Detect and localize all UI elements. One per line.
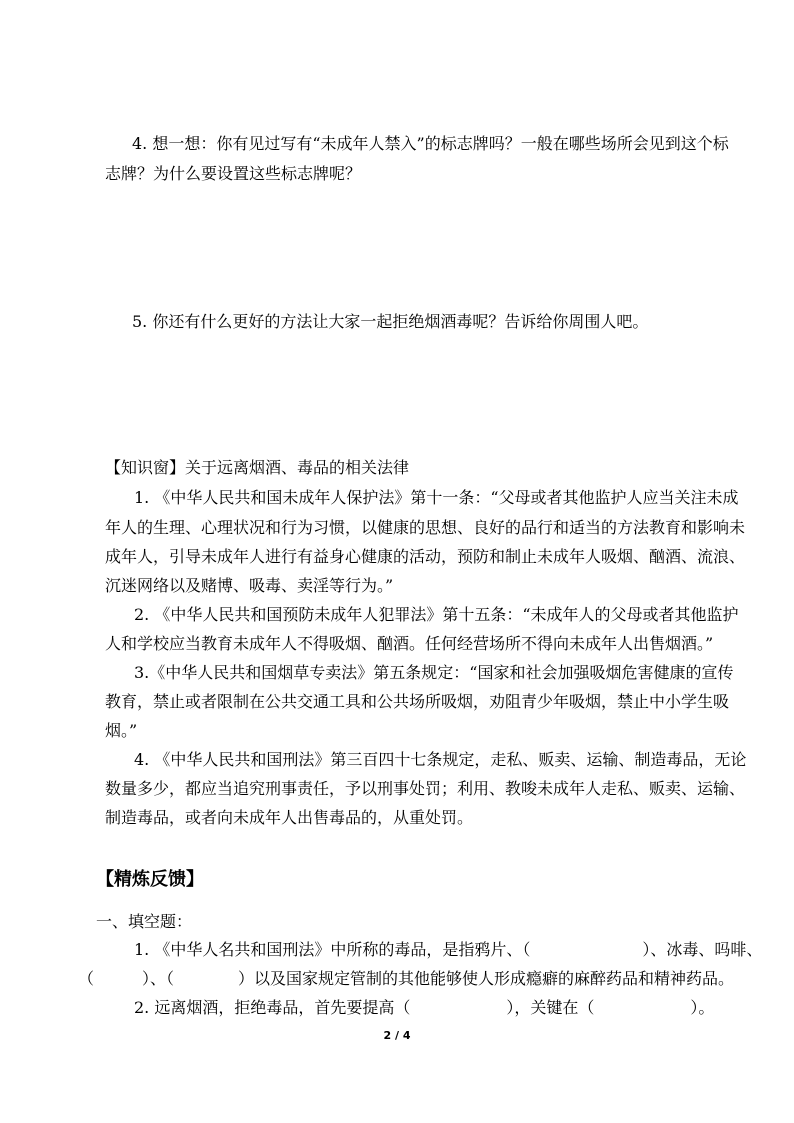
knowledge-window-title: 【知识窗】关于远离烟酒、毒品的相关法律	[105, 458, 410, 477]
law-item-1-line-4: 沉迷网络以及赌博、吸毒、卖淫等行为。”	[105, 576, 394, 595]
fill-question-1-line-2: （ ）、（ ）以及国家规定管制的其他能够使人形成瘾癖的麻醉药品和精神药品。	[78, 969, 735, 988]
fill-question-1-line-1: 1. 《中华人名共和国刑法》中所称的毒品，是指鸦片、（ ）、冰毒、吗啡、	[134, 940, 763, 959]
law-item-2-line-1: 2. 《中华人民共和国预防未成年人犯罪法》第十五条：“未成年人的父母或者其他监护	[134, 605, 739, 624]
law-item-3-line-2: 教育，禁止或者限制在公共交通工具和公共场所吸烟，劝阻青少年吸烟，禁止中小学生吸	[105, 692, 730, 711]
law-item-4-line-3: 制造毒品，或者向未成年人出售毒品的，从重处罚。	[105, 808, 474, 827]
question-4-line-2: 志牌？为什么要设置这些标志牌呢？	[105, 164, 362, 183]
law-item-2-line-2: 人和学校应当教育未成年人不得吸烟、酗酒。任何经营场所不得向未成年人出售烟酒。”	[105, 634, 714, 653]
law-item-3-line-1: 3.《中华人民共和国烟草专卖法》第五条规定：“国家和社会加强吸烟危害健康的宣传	[134, 663, 734, 682]
fill-in-section-label: 一、填空题：	[96, 912, 193, 931]
page-number: 2 / 4	[383, 1029, 411, 1042]
law-item-1-line-2: 年人的生理、心理状况和行为习惯，以健康的思想、良好的品行和适当的方法教育和影响未	[105, 518, 746, 537]
law-item-1-line-3: 成年人，引导未成年人进行有益身心健康的活动，预防和制止未成年人吸烟、酗酒、流浪、	[105, 547, 746, 566]
fill-question-2-line-1: 2. 远离烟酒，拒绝毒品，首先要提高（ ），关键在（ ）。	[134, 998, 715, 1017]
law-item-4-line-1: 4. 《中华人民共和国刑法》第三百四十七条规定，走私、贩卖、运输、制造毒品，无论	[134, 750, 747, 769]
question-4-line-1: 4. 想一想：你有见过写有“未成年人禁入”的标志牌吗？一般在哪些场所会见到这个标	[132, 134, 729, 153]
law-item-4-line-2: 数量多少，都应当追究刑事责任，予以刑事处罚；利用、教唆未成年人走私、贩卖、运输、	[105, 779, 746, 798]
law-item-1-line-1: 1. 《中华人民共和国未成年人保护法》第十一条：“父母或者其他监护人应当关注未成	[134, 488, 739, 507]
law-item-3-line-3: 烟。”	[105, 721, 138, 740]
question-5-line-1: 5. 你还有什么更好的方法让大家一起拒绝烟酒毒呢？告诉给你周围人吧。	[132, 312, 649, 331]
feedback-heading: 【精炼反馈】	[96, 869, 204, 890]
